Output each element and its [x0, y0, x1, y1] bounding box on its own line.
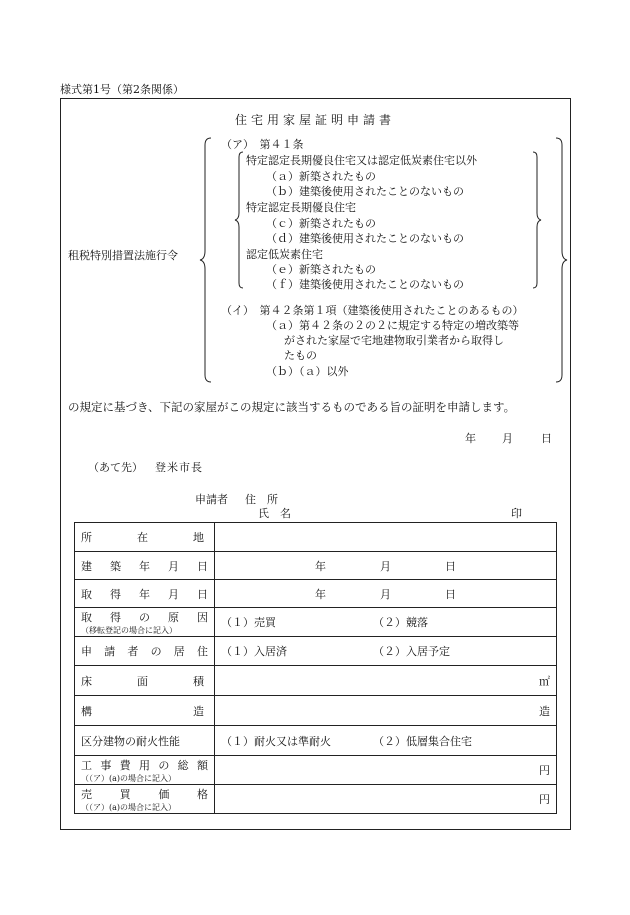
outer-left-brace — [199, 137, 213, 383]
cost-unit: 円 — [539, 764, 550, 777]
label-price: 売 買 価 格 （（ア）(a)の場合に記入） — [75, 785, 215, 814]
fire-option-2[interactable]: （２）低層集合住宅 — [373, 734, 472, 748]
property-table — [74, 522, 557, 814]
residence-option-2[interactable]: （２）入居予定 — [373, 645, 450, 658]
law-name: 租税特別措置法施行令 — [68, 249, 178, 262]
residence-option-1[interactable]: （１）入居済 — [221, 645, 287, 658]
label-residence: 申 請 者 の 居 住 — [75, 637, 215, 666]
price-field[interactable] — [215, 785, 557, 814]
label-built-date: 建 築 年 月 日 — [75, 552, 215, 580]
form-title: 住宅用家屋証明申請書 — [234, 113, 395, 127]
addressee: 登米市長 — [155, 461, 203, 474]
location-field[interactable] — [215, 523, 557, 552]
table-row — [75, 666, 557, 696]
label-cost: 工 事 費 用 の 総 額 （（ア）(a)の場合に記入） — [75, 756, 215, 785]
law-a-cat3: 認定低炭素住宅 — [246, 248, 323, 261]
address-label: 住 所 — [245, 493, 278, 506]
label-structure: 構 造 — [75, 696, 215, 726]
law-a-cat3-f: （ｆ）建築後使用されたことのないもの — [266, 278, 464, 291]
law-i-b: （ｂ）（ａ）以外 — [266, 365, 349, 378]
fire-field[interactable] — [215, 726, 557, 756]
table-row — [75, 580, 557, 608]
floor-area-field[interactable] — [215, 666, 557, 696]
addressee-label: （あて先） — [88, 461, 143, 474]
cause-option-2[interactable]: （２）競落 — [373, 616, 428, 629]
law-a-cat1-a: （ａ）新築されたもの — [266, 170, 376, 183]
seal-mark: 印 — [511, 507, 522, 520]
law-a-cat1: 特定認定長期優良住宅又は認定低炭素住宅以外 — [246, 154, 477, 167]
table-row — [75, 637, 557, 666]
table-row — [75, 726, 557, 756]
table-row — [75, 608, 557, 637]
law-a-cat2-c: （ｃ）新築されたもの — [266, 217, 376, 230]
date-year: 年 — [465, 432, 476, 445]
law-a-cat1-b: （ｂ）建築後使用されたことのないもの — [266, 185, 464, 198]
law-a-header: （ア） 第４１条 — [221, 138, 304, 151]
applicant-label: 申請者 — [195, 493, 228, 506]
built-date-field[interactable]: 年 月 日 — [215, 552, 557, 580]
floor-unit: ㎡ — [539, 674, 550, 688]
law-a-cat2-d: （ｄ）建築後使用されたことのないもの — [266, 232, 464, 245]
date-month: 月 — [502, 432, 513, 445]
label-location: 所 在 地 — [75, 523, 215, 552]
law-a-cat2: 特定認定長期優良住宅 — [246, 201, 356, 214]
law-i-a-line3: たもの — [284, 349, 317, 362]
cost-field[interactable] — [215, 756, 557, 785]
law-i-a-line2: がされた家屋で宅地建物取引業者から取得し — [284, 334, 504, 347]
outer-right-brace — [555, 137, 569, 383]
form-label: 様式第1号（第2条関係） — [60, 83, 184, 96]
law-a-cat3-e: （ｅ）新築されたもの — [266, 263, 376, 276]
name-label: 氏 名 — [258, 507, 291, 520]
law-i-a-line1: （ａ）第４２条の２の２に規定する特定の増改築等 — [266, 319, 519, 332]
table-row — [75, 696, 557, 726]
date-day: 日 — [541, 432, 552, 445]
law-i-header: （イ） 第４２条第１項（建築後使用されたことのあるもの） — [221, 304, 524, 317]
price-unit: 円 — [539, 793, 550, 806]
inner-left-brace — [234, 151, 244, 289]
table-row — [75, 785, 557, 814]
label-fire: 区分建物の耐火性能 — [75, 726, 215, 756]
table-row — [75, 756, 557, 785]
label-floor-area: 床 面 積 — [75, 666, 215, 696]
table-row — [75, 552, 557, 580]
acquired-date-field[interactable]: 年 月 日 — [215, 580, 557, 608]
statement: の規定に基づき、下記の家屋がこの規定に該当するものである旨の証明を申請します。 — [68, 400, 516, 414]
fire-option-1[interactable]: （１）耐火又は準耐火 — [221, 734, 331, 748]
table-row — [75, 523, 557, 552]
label-cause: 取 得 の 原 因 （移転登記の場合に記入） — [75, 608, 215, 637]
residence-field[interactable] — [215, 637, 557, 666]
inner-right-brace — [532, 151, 542, 289]
structure-suffix: 造 — [539, 704, 550, 718]
cause-option-1[interactable]: （１）売買 — [221, 616, 276, 629]
cause-field[interactable] — [215, 608, 557, 637]
structure-field[interactable] — [215, 696, 557, 726]
label-acquired-date: 取 得 年 月 日 — [75, 580, 215, 608]
